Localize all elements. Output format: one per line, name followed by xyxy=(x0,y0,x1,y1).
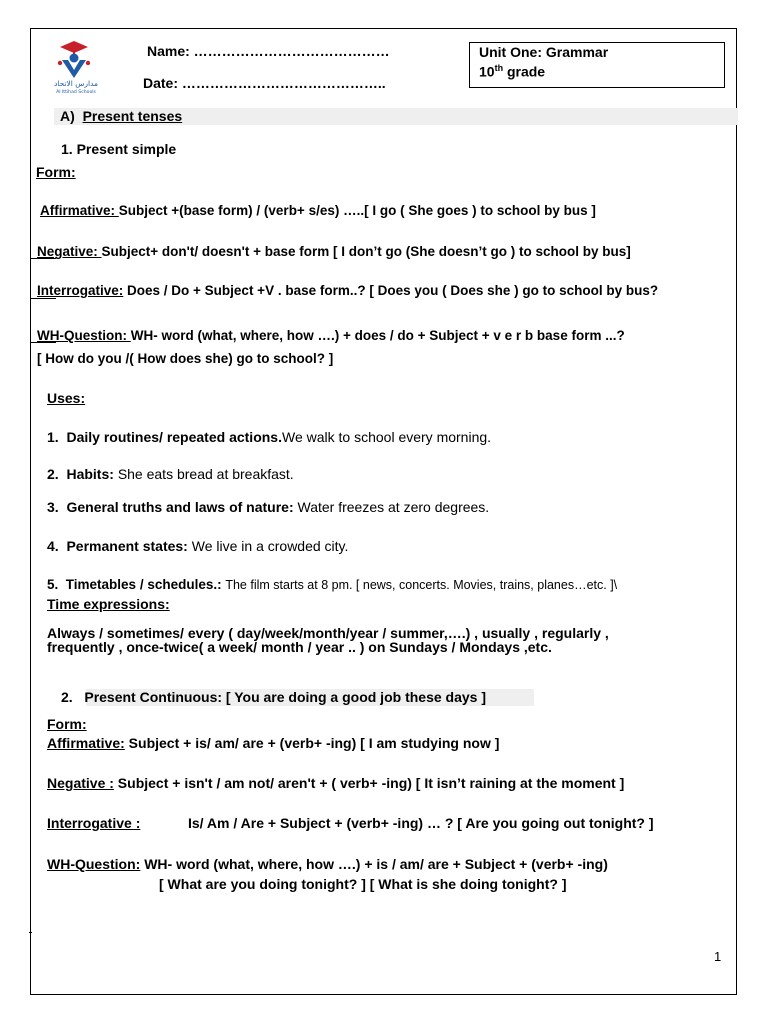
ps-negative xyxy=(37,244,631,259)
ps-wh-text: WH- word (what, where, how ….) + does / do + Subject + v e r b base form ...? xyxy=(130,328,625,343)
ps-wh-label: WH-Question: xyxy=(37,328,131,343)
pc-wh-label: WH-Question: xyxy=(47,856,141,872)
ps-negative-label: Negative: xyxy=(37,244,102,259)
ps-uses-label: Uses: xyxy=(47,390,86,406)
time-expressions-label: Time expressions: xyxy=(47,596,170,612)
use-title: Permanent states: xyxy=(66,538,192,554)
pc-affirmative xyxy=(47,735,499,751)
use-item xyxy=(47,499,489,515)
use-title: Daily routines/ repeated actions. xyxy=(66,429,282,445)
ps-interrogative-label: Interrogative: xyxy=(37,283,124,298)
use-item xyxy=(47,577,617,592)
margin-mark xyxy=(30,298,56,299)
pc-wh-question xyxy=(47,856,608,872)
pc-wh-text: WH- word (what, where, how ….) + is / am/ are + Subject + (verb+ -ing) xyxy=(140,856,608,872)
use-num: 5. xyxy=(47,577,59,592)
logo-subtext: Al Ittihad Schools xyxy=(56,90,96,94)
use-title: Timetables / schedules.: xyxy=(65,577,226,592)
ps-wh-question xyxy=(37,328,625,343)
pc-negative-text: Subject + isn't / am not/ aren't + ( verb+ -ing) [ It isn’t raining at the moment ] xyxy=(113,775,625,791)
pc-wh-example: [ What are you doing tonight? ] [ What is she doing tonight? ] xyxy=(159,876,567,892)
use-example: Water freezes at zero degrees. xyxy=(297,499,490,515)
pc-interrogative-text: Is/ Am / Are + Subject + (verb+ -ing) … ? [ Are you going out tonight? ] xyxy=(188,815,654,831)
use-item xyxy=(47,538,348,554)
ps-interrogative-text: Does / Do + Subject +V . base form..? [ Does you ( Does she ) go to school by bus? xyxy=(123,283,659,298)
use-num: 2. xyxy=(47,466,59,482)
date-field: Date: …………………………………….. xyxy=(143,75,386,91)
use-title: General truths and laws of nature: xyxy=(66,499,298,515)
grade-number: 10 xyxy=(479,63,495,80)
grade-text: grade xyxy=(503,63,546,80)
pc-title: Present Continuous: xyxy=(84,689,226,705)
ps-negative-text: Subject+ don't/ doesn't + base form [ I don’t go (She doesn’t go ) to school by bus] xyxy=(101,244,631,259)
grade-line xyxy=(479,60,715,80)
pc-interrogative-label: Interrogative : xyxy=(47,815,141,831)
grade-suffix: th xyxy=(494,63,504,73)
pc-example: [ You are doing a good job these days ] xyxy=(225,689,486,705)
ps-interrogative xyxy=(37,283,658,298)
logo-text: مدارس الاتحاد xyxy=(53,79,99,88)
use-title: Habits: xyxy=(66,466,118,482)
pc-affirmative-text: Subject + is/ am/ are + (verb+ -ing) [ I am studying now ] xyxy=(124,735,500,751)
page-number: 1 xyxy=(714,949,722,964)
use-num: 1. xyxy=(47,429,59,445)
section-a-title: Present tenses xyxy=(82,108,183,124)
unit-box xyxy=(469,42,725,88)
ps-affirmative-label: Affirmative: xyxy=(40,203,119,218)
section-a-heading xyxy=(60,108,182,124)
ps-affirmative xyxy=(40,203,596,218)
use-example: We live in a crowded city. xyxy=(191,538,349,554)
unit-title: Unit One: Grammar xyxy=(479,44,609,60)
time-expressions-line1: Always / sometimes/ every ( day/week/month/year / summer,….) , usually , regularly , xyxy=(47,625,609,641)
pc-negative xyxy=(47,775,624,791)
pc-num: 2. xyxy=(61,689,73,705)
use-item xyxy=(47,429,491,445)
use-num: 3. xyxy=(47,499,59,515)
ps-affirmative-text: Subject +(base form) / (verb+ s/es) …..[ I go ( She goes ) to school by bus ] xyxy=(118,203,596,218)
ps-wh-example: [ How do you /( How does she) go to school? ] xyxy=(37,351,334,366)
school-logo xyxy=(40,38,112,94)
margin-mark xyxy=(29,932,32,933)
use-example: She eats bread at breakfast. xyxy=(117,466,294,482)
use-example: The film starts at 8 pm. [ news, concerts. Movies, trains, planes…etc. ]\ xyxy=(225,578,618,592)
present-continuous-heading xyxy=(61,689,486,705)
name-field: Name: …………………………………… xyxy=(147,43,390,59)
section-a-label: A) xyxy=(60,108,75,124)
use-item xyxy=(47,466,294,482)
ps-form-label: Form: xyxy=(36,164,76,180)
present-simple-heading: 1. Present simple xyxy=(61,141,177,157)
pc-form-label: Form: xyxy=(47,716,87,732)
pc-affirmative-label: Affirmative: xyxy=(47,735,125,751)
use-example: We walk to school every morning. xyxy=(281,429,492,445)
time-expressions-line2: frequently , once-twice( a week/ month / year .. ) on Sundays / Mondays ,etc. xyxy=(47,639,552,655)
use-num: 4. xyxy=(47,538,59,554)
pc-negative-label: Negative : xyxy=(47,775,114,791)
